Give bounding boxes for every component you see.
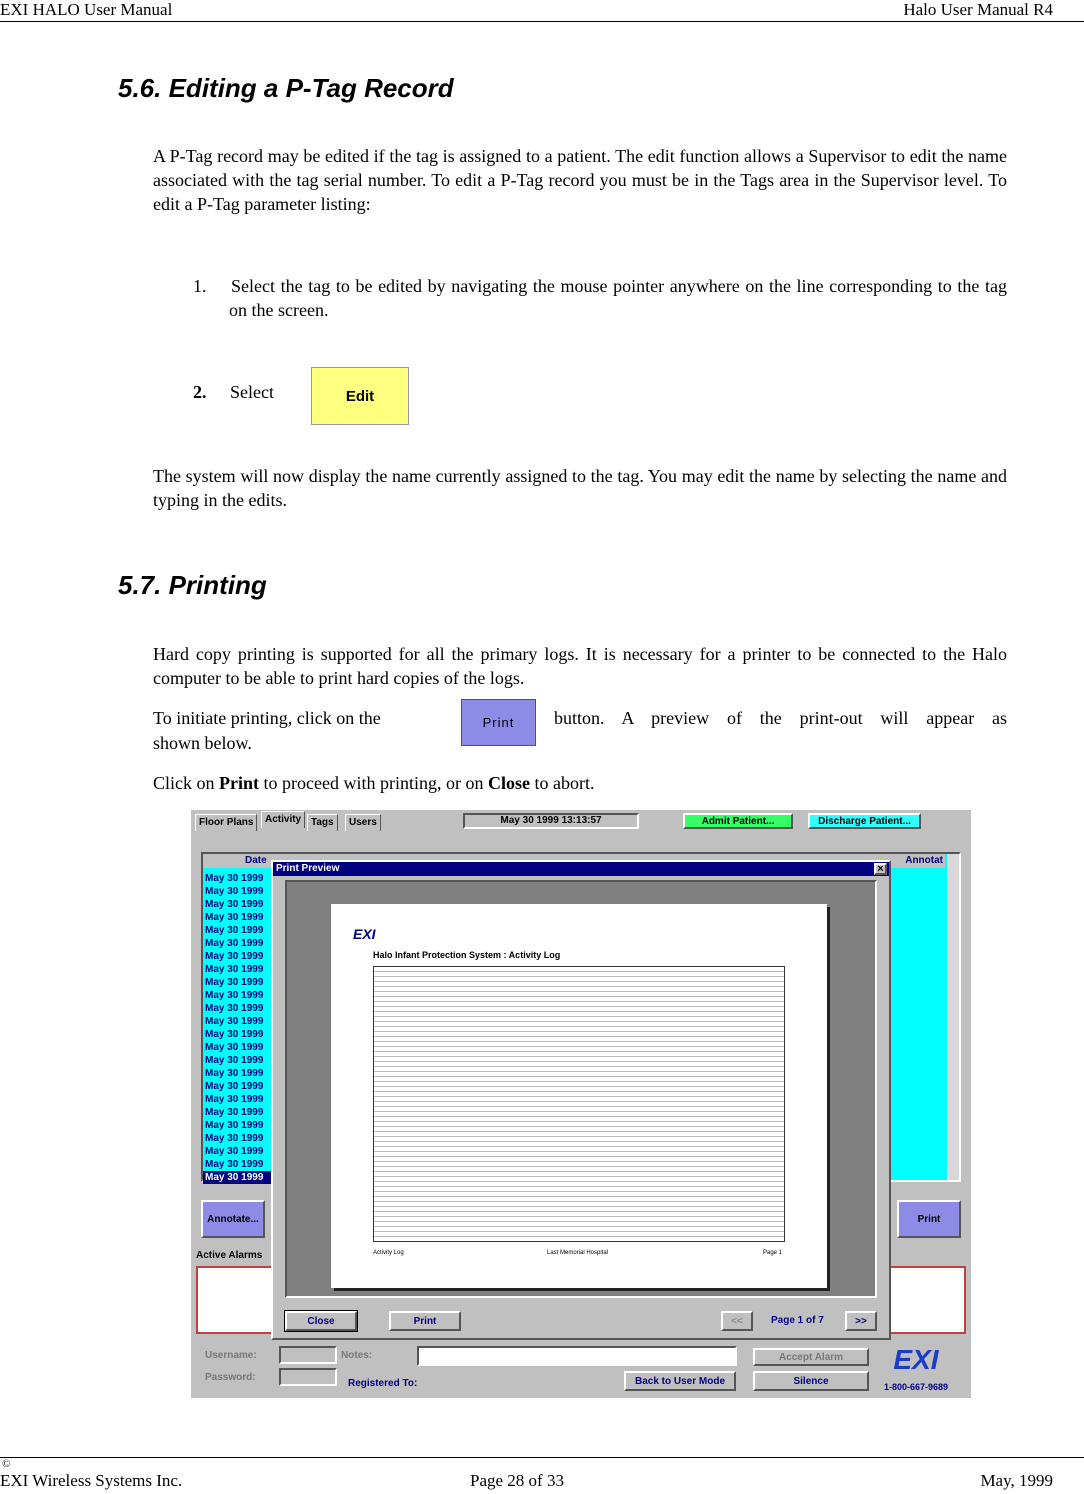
- accept-alarm-button: Accept Alarm: [753, 1348, 869, 1366]
- printing-intro: Hard copy printing is supported for all the primary logs. It is necessary for a printer to be connected to the Halo computer to be able to print hard copies of the logs.: [153, 644, 1007, 688]
- halo-print-preview-screenshot: [191, 810, 971, 1398]
- username-label: Username:: [205, 1350, 257, 1361]
- back-to-user-mode-button: Back to User Mode: [624, 1371, 736, 1391]
- preview-title: Print Preview: [276, 863, 340, 874]
- section-title-printing: 5.7. Printing: [118, 570, 267, 600]
- close-keyword: Close: [487, 773, 530, 793]
- initiate-after: button. A preview of the print-out will appear as: [554, 708, 1007, 728]
- report-logo: EXI: [353, 926, 376, 942]
- username-input: [279, 1346, 337, 1364]
- date-row: May 30 1999: [203, 1106, 273, 1119]
- tab-floor-plans: Floor Plans: [195, 814, 257, 831]
- report-title: Halo Infant Protection System : Activity Log: [373, 950, 561, 960]
- print-button-image: Print: [461, 699, 536, 746]
- datetime-display: May 30 1999 13:13:57: [463, 813, 639, 829]
- close-icon: ×: [874, 863, 887, 875]
- edit-button-image: Edit: [311, 367, 409, 425]
- header-rule: [0, 21, 1084, 22]
- date-row: May 30 1999: [203, 1067, 273, 1080]
- footer-company: EXI Wireless Systems Inc.: [0, 1471, 183, 1490]
- initiate-line2: shown below.: [153, 733, 252, 753]
- exi-logo: EXI: [893, 1344, 939, 1375]
- preview-close-button: Close: [285, 1311, 357, 1331]
- date-row: May 30 1999: [203, 911, 273, 924]
- date-row: May 30 1999: [203, 1132, 273, 1145]
- date-row: May 30 1999: [203, 1171, 273, 1184]
- date-header: Date: [245, 855, 267, 866]
- notes-input: [417, 1346, 737, 1366]
- date-row: May 30 1999: [203, 1119, 273, 1132]
- editing-after: The system will now display the name currently assigned to the tag. You may edit the name by selecting the name and typing in the edits.: [153, 466, 1007, 510]
- print-preview-dialog: [271, 860, 891, 1340]
- password-input: [279, 1368, 337, 1386]
- date-row: May 30 1999: [203, 937, 273, 950]
- date-row: May 30 1999: [203, 1145, 273, 1158]
- preview-next-button: >>: [845, 1311, 877, 1331]
- footer-page: Page 28 of 33: [470, 1471, 564, 1490]
- date-column: [203, 872, 275, 1183]
- date-row: May 30 1999: [203, 872, 273, 885]
- preview-page-indicator: Page 1 of 7: [771, 1315, 824, 1326]
- step2-text: Select: [230, 382, 274, 402]
- tab-tags: Tags: [307, 814, 338, 831]
- initiate-before: To initiate printing, click on the: [153, 708, 381, 728]
- date-row: May 30 1999: [203, 885, 273, 898]
- footer-rule: [0, 1457, 1084, 1458]
- section-title-editing: 5.6. Editing a P-Tag Record: [118, 73, 454, 103]
- header-left: EXI HALO User Manual: [0, 0, 173, 19]
- date-row: May 30 1999: [203, 1028, 273, 1041]
- date-row: May 30 1999: [203, 1080, 273, 1093]
- notes-label: Notes:: [341, 1350, 373, 1361]
- print-button: Print: [897, 1200, 961, 1238]
- admit-patient-button: Admit Patient...: [683, 813, 793, 829]
- report-footer-mid: Last Memorial Hospital: [547, 1250, 609, 1256]
- editing-intro: A P-Tag record may be edited if the tag is assigned to a patient. The edit function allows a Supervisor to edit the name associated with the tag serial number. To edit a P-Tag record you must be in the Tags area in the Supervisor level. To edit a P-Tag parameter listing:: [153, 146, 1007, 214]
- list-scrollbar: [947, 854, 959, 1180]
- phone-number: 1-800-667-9689: [884, 1382, 949, 1392]
- date-row: May 30 1999: [203, 976, 273, 989]
- footer-date: May, 1999: [980, 1471, 1053, 1490]
- date-row: May 30 1999: [203, 1015, 273, 1028]
- preview-page: [331, 904, 827, 1288]
- preview-titlebar: [273, 862, 889, 876]
- date-row: May 30 1999: [203, 1054, 273, 1067]
- silence-button: Silence: [753, 1371, 869, 1391]
- tab-activity: Activity: [261, 811, 305, 828]
- step2-number: 2.: [193, 382, 207, 402]
- date-row: May 30 1999: [203, 950, 273, 963]
- report-footer-left: Activity Log: [373, 1250, 404, 1256]
- date-row: May 30 1999: [203, 989, 273, 1002]
- report-table: [373, 966, 785, 1242]
- registered-label: Registered To:: [348, 1378, 418, 1389]
- date-row: May 30 1999: [203, 963, 273, 976]
- preview-print-button: Print: [389, 1311, 461, 1331]
- date-row: May 30 1999: [203, 898, 273, 911]
- header-right: Halo User Manual R4: [903, 0, 1053, 19]
- click-instruction: Click on Print to proceed with printing, or on Close to abort.: [153, 773, 595, 793]
- report-table-line: [374, 1232, 784, 1237]
- tab-users: Users: [345, 814, 381, 831]
- date-row: May 30 1999: [203, 1093, 273, 1106]
- date-row: May 30 1999: [203, 1002, 273, 1015]
- annotate-header: Annotat: [905, 855, 943, 866]
- print-keyword: Print: [219, 773, 259, 793]
- date-row: May 30 1999: [203, 1158, 273, 1171]
- date-row: May 30 1999: [203, 1041, 273, 1054]
- discharge-patient-button: Discharge Patient...: [808, 813, 921, 829]
- copyright-symbol: ©: [2, 1458, 11, 1470]
- preview-area: [285, 880, 877, 1298]
- report-footer-right: Page 1: [763, 1250, 783, 1256]
- date-row: May 30 1999: [203, 924, 273, 937]
- step1-number: 1.: [193, 276, 207, 296]
- preview-prev-button: <<: [721, 1311, 753, 1331]
- active-alarms-label: Active Alarms: [196, 1250, 263, 1261]
- annotate-button: Annotate...: [201, 1200, 265, 1238]
- step1-text: Select the tag to be edited by navigating the mouse pointer anywhere on the line corresponding to the tag on the screen.: [229, 276, 1007, 320]
- password-label: Password:: [205, 1372, 256, 1383]
